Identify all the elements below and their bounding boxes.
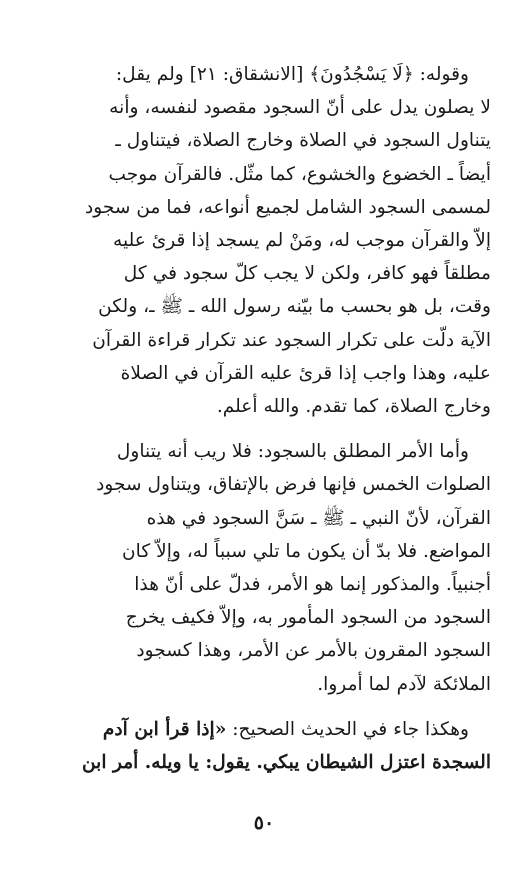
hadith-quote-line: السجدة اعتزل الشيطان يبكي. يقول: يا ويله. أمر ابن [81, 752, 491, 774]
text-line [37, 713, 491, 746]
text-line: الملائكة لآدم لما أمروا. [317, 673, 491, 695]
text-line: وأما الأمر المطلق بالسجود: فلا ريب أنه يتناول [116, 441, 469, 463]
text-line: مطلقاً فهو كافر، ولكن لا يجب كلّ سجود في كل [123, 263, 491, 285]
text-line: السجود من السجود المأمور به، وإلاّ فكيف يخرج [125, 607, 491, 629]
text-line: السجود المقرون بالأمر عن الأمر، وهذا كسجود [136, 640, 491, 662]
text-line: الصلوات الخمس فإنها فرض بالإتفاق، ويتناول سجود [96, 474, 491, 496]
paragraph-3 [37, 713, 491, 779]
text-line: المواضع. فلا بدّ أن يكون ما تلي سبباً له، وإلاّ كان [122, 540, 491, 562]
paragraph-1 [37, 58, 491, 423]
text-line: وقت، بل هو بحسب ما بيّنه رسول الله ـ ﷺ ـ، ولكن [98, 296, 491, 318]
page-number: ٥٠ [253, 812, 275, 834]
text-line: يتناول السجود في الصلاة وخارج الصلاة، فيتناول ـ [115, 130, 491, 152]
text-line: أجنبياً. والمذكور إنما هو الأمر، فدلّ على أنّ هذا [134, 574, 491, 596]
text-line: لا يصلون يدل على أنّ السجود مقصود لنفسه، وأنه [109, 97, 491, 119]
text-run: وهكذا جاء في الحديث الصحيح: [226, 718, 469, 740]
text-line: الآية دلّت على تكرار السجود عند تكرار قراءة القرآن [92, 329, 491, 351]
text-line: وخارج الصلاة، كما تقدم. والله أعلم. [216, 396, 491, 418]
text-line: القرآن، لأنّ النبي ـ ﷺ ـ سَنَّ السجود في هذه [146, 507, 491, 529]
text-line: عليه، وهذا واجب إذا قرئ عليه القرآن في الصلاة [120, 362, 491, 384]
text-line: لمسمى السجود الشامل لجميع أنواعه، فما من سجود [84, 196, 491, 218]
hadith-quote: «إذا قرأ ابن آدم [102, 718, 227, 740]
text-line: وقوله: ﴿لَا يَسْجُدُونَ﴾ [الانشقاق: ٢١] ولم يقل: [115, 64, 469, 85]
text-line: إلاّ والقرآن موجب له، ومَنْ لم يسجد إذا قرئ عليه [112, 230, 491, 252]
paragraph-2 [37, 435, 491, 701]
text-line: أيضاً ـ الخضوع والخشوع، كما مثّل. فالقرآن موجب [108, 163, 491, 185]
